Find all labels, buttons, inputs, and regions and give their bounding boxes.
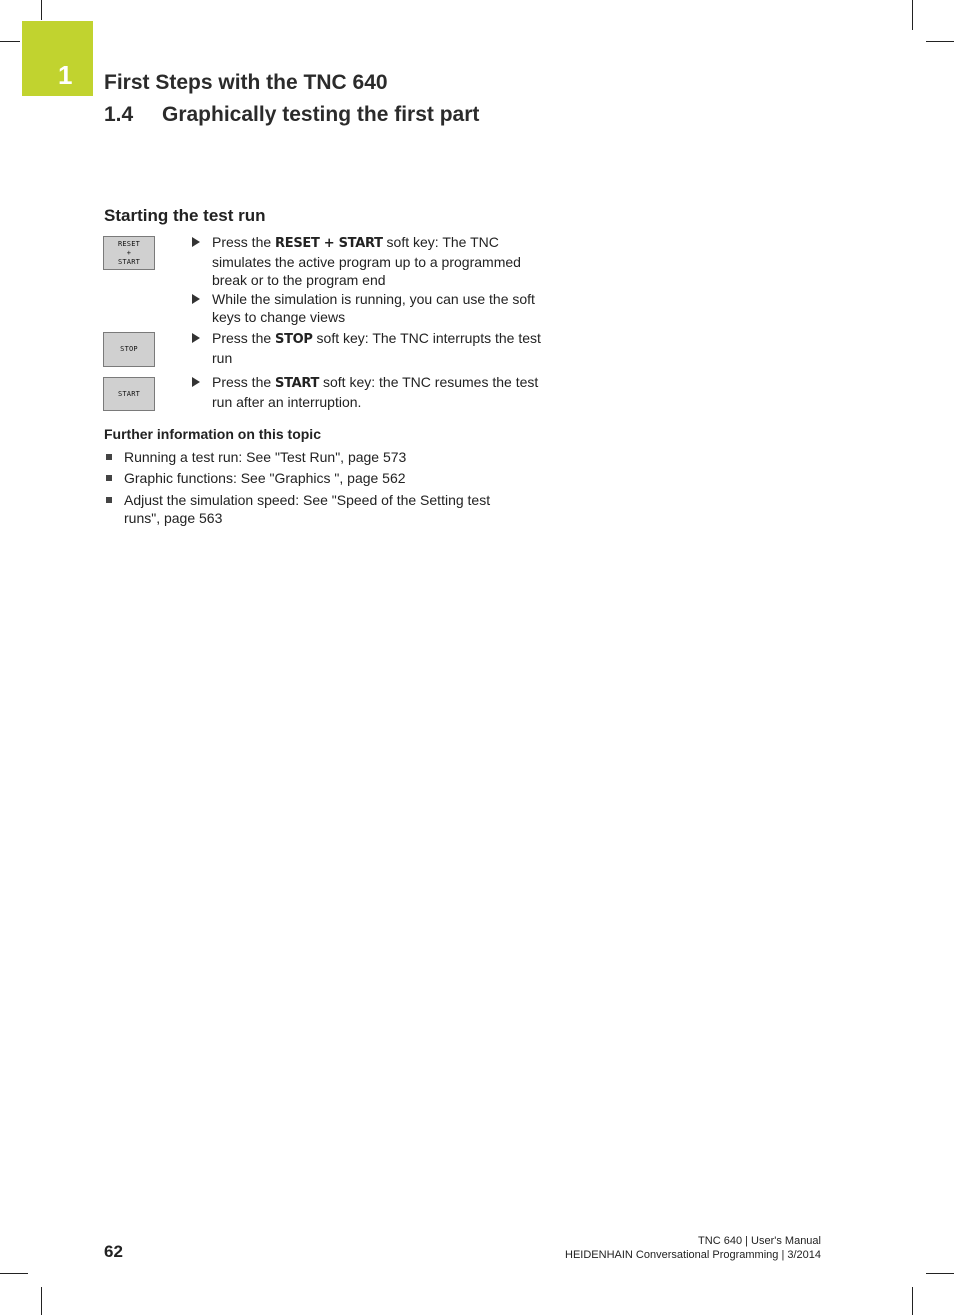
chapter-number: 1 — [58, 60, 73, 90]
further-info-item — [104, 491, 524, 527]
step-text-part: soft key: the TNC resumes the test run after an interruption. — [212, 374, 539, 410]
footer-info — [565, 1234, 821, 1262]
crop-mark — [926, 1273, 954, 1274]
triangle-arrow-icon — [192, 333, 200, 343]
step-text-part: Press the — [212, 234, 276, 250]
softkey-label: RESET — [117, 239, 141, 248]
softkey-name: STOP — [275, 332, 313, 347]
step-text-part: soft key: The TNC simulates the active program up to a programmed break or to the program end — [212, 234, 521, 288]
step-text — [212, 233, 542, 289]
crop-mark — [912, 0, 913, 30]
step-item — [192, 329, 542, 367]
stop-softkey — [103, 332, 155, 367]
softkey-label: STOP — [120, 345, 138, 353]
step-item — [192, 290, 542, 326]
softkey-label: + — [126, 248, 132, 257]
step-text — [212, 329, 542, 367]
crop-mark — [41, 1287, 42, 1315]
softkey-name: RESET + START — [275, 236, 383, 251]
crop-mark — [41, 0, 42, 20]
crop-mark — [0, 41, 20, 42]
step-text-part: Press the — [212, 330, 276, 346]
section-title: Graphically testing the first part — [162, 103, 480, 126]
further-info-item — [104, 469, 524, 487]
step-text-part: soft key: The TNC interrupts the test run — [212, 330, 541, 366]
crop-mark — [0, 1273, 28, 1274]
square-bullet-icon — [106, 454, 112, 460]
further-info-text: Graphic functions: See "Graphics ", page 562 — [124, 470, 406, 486]
square-bullet-icon — [106, 497, 112, 503]
step-item — [192, 233, 542, 289]
square-bullet-icon — [106, 475, 112, 481]
start-softkey — [103, 377, 155, 411]
softkey-name: START — [275, 376, 320, 391]
crop-mark — [912, 1287, 913, 1315]
step-item — [192, 373, 542, 411]
triangle-arrow-icon — [192, 377, 200, 387]
footer-line: HEIDENHAIN Conversational Programming | 3/2014 — [565, 1249, 821, 1261]
reset-start-softkey — [103, 236, 155, 270]
further-info-heading: Further information on this topic — [104, 426, 321, 442]
chapter-title: First Steps with the TNC 640 — [104, 71, 388, 94]
softkey-label: START — [117, 389, 141, 398]
crop-mark — [926, 41, 954, 42]
softkey-label: START — [117, 257, 141, 266]
triangle-arrow-icon — [192, 237, 200, 247]
further-info-item — [104, 448, 524, 466]
step-text — [212, 373, 542, 411]
footer-line: TNC 640 | User's Manual — [698, 1235, 821, 1247]
step-text-part: Press the — [212, 374, 276, 390]
triangle-arrow-icon — [192, 294, 200, 304]
step-text: While the simulation is running, you can use the soft keys to change views — [212, 291, 535, 325]
further-info-text: Running a test run: See "Test Run", page 573 — [124, 449, 407, 465]
section-heading: Starting the test run — [104, 206, 266, 225]
page-number: 62 — [104, 1242, 123, 1261]
further-info-text: Adjust the simulation speed: See "Speed of the Setting test runs", page 563 — [124, 492, 491, 526]
section-number: 1.4 — [104, 103, 134, 126]
